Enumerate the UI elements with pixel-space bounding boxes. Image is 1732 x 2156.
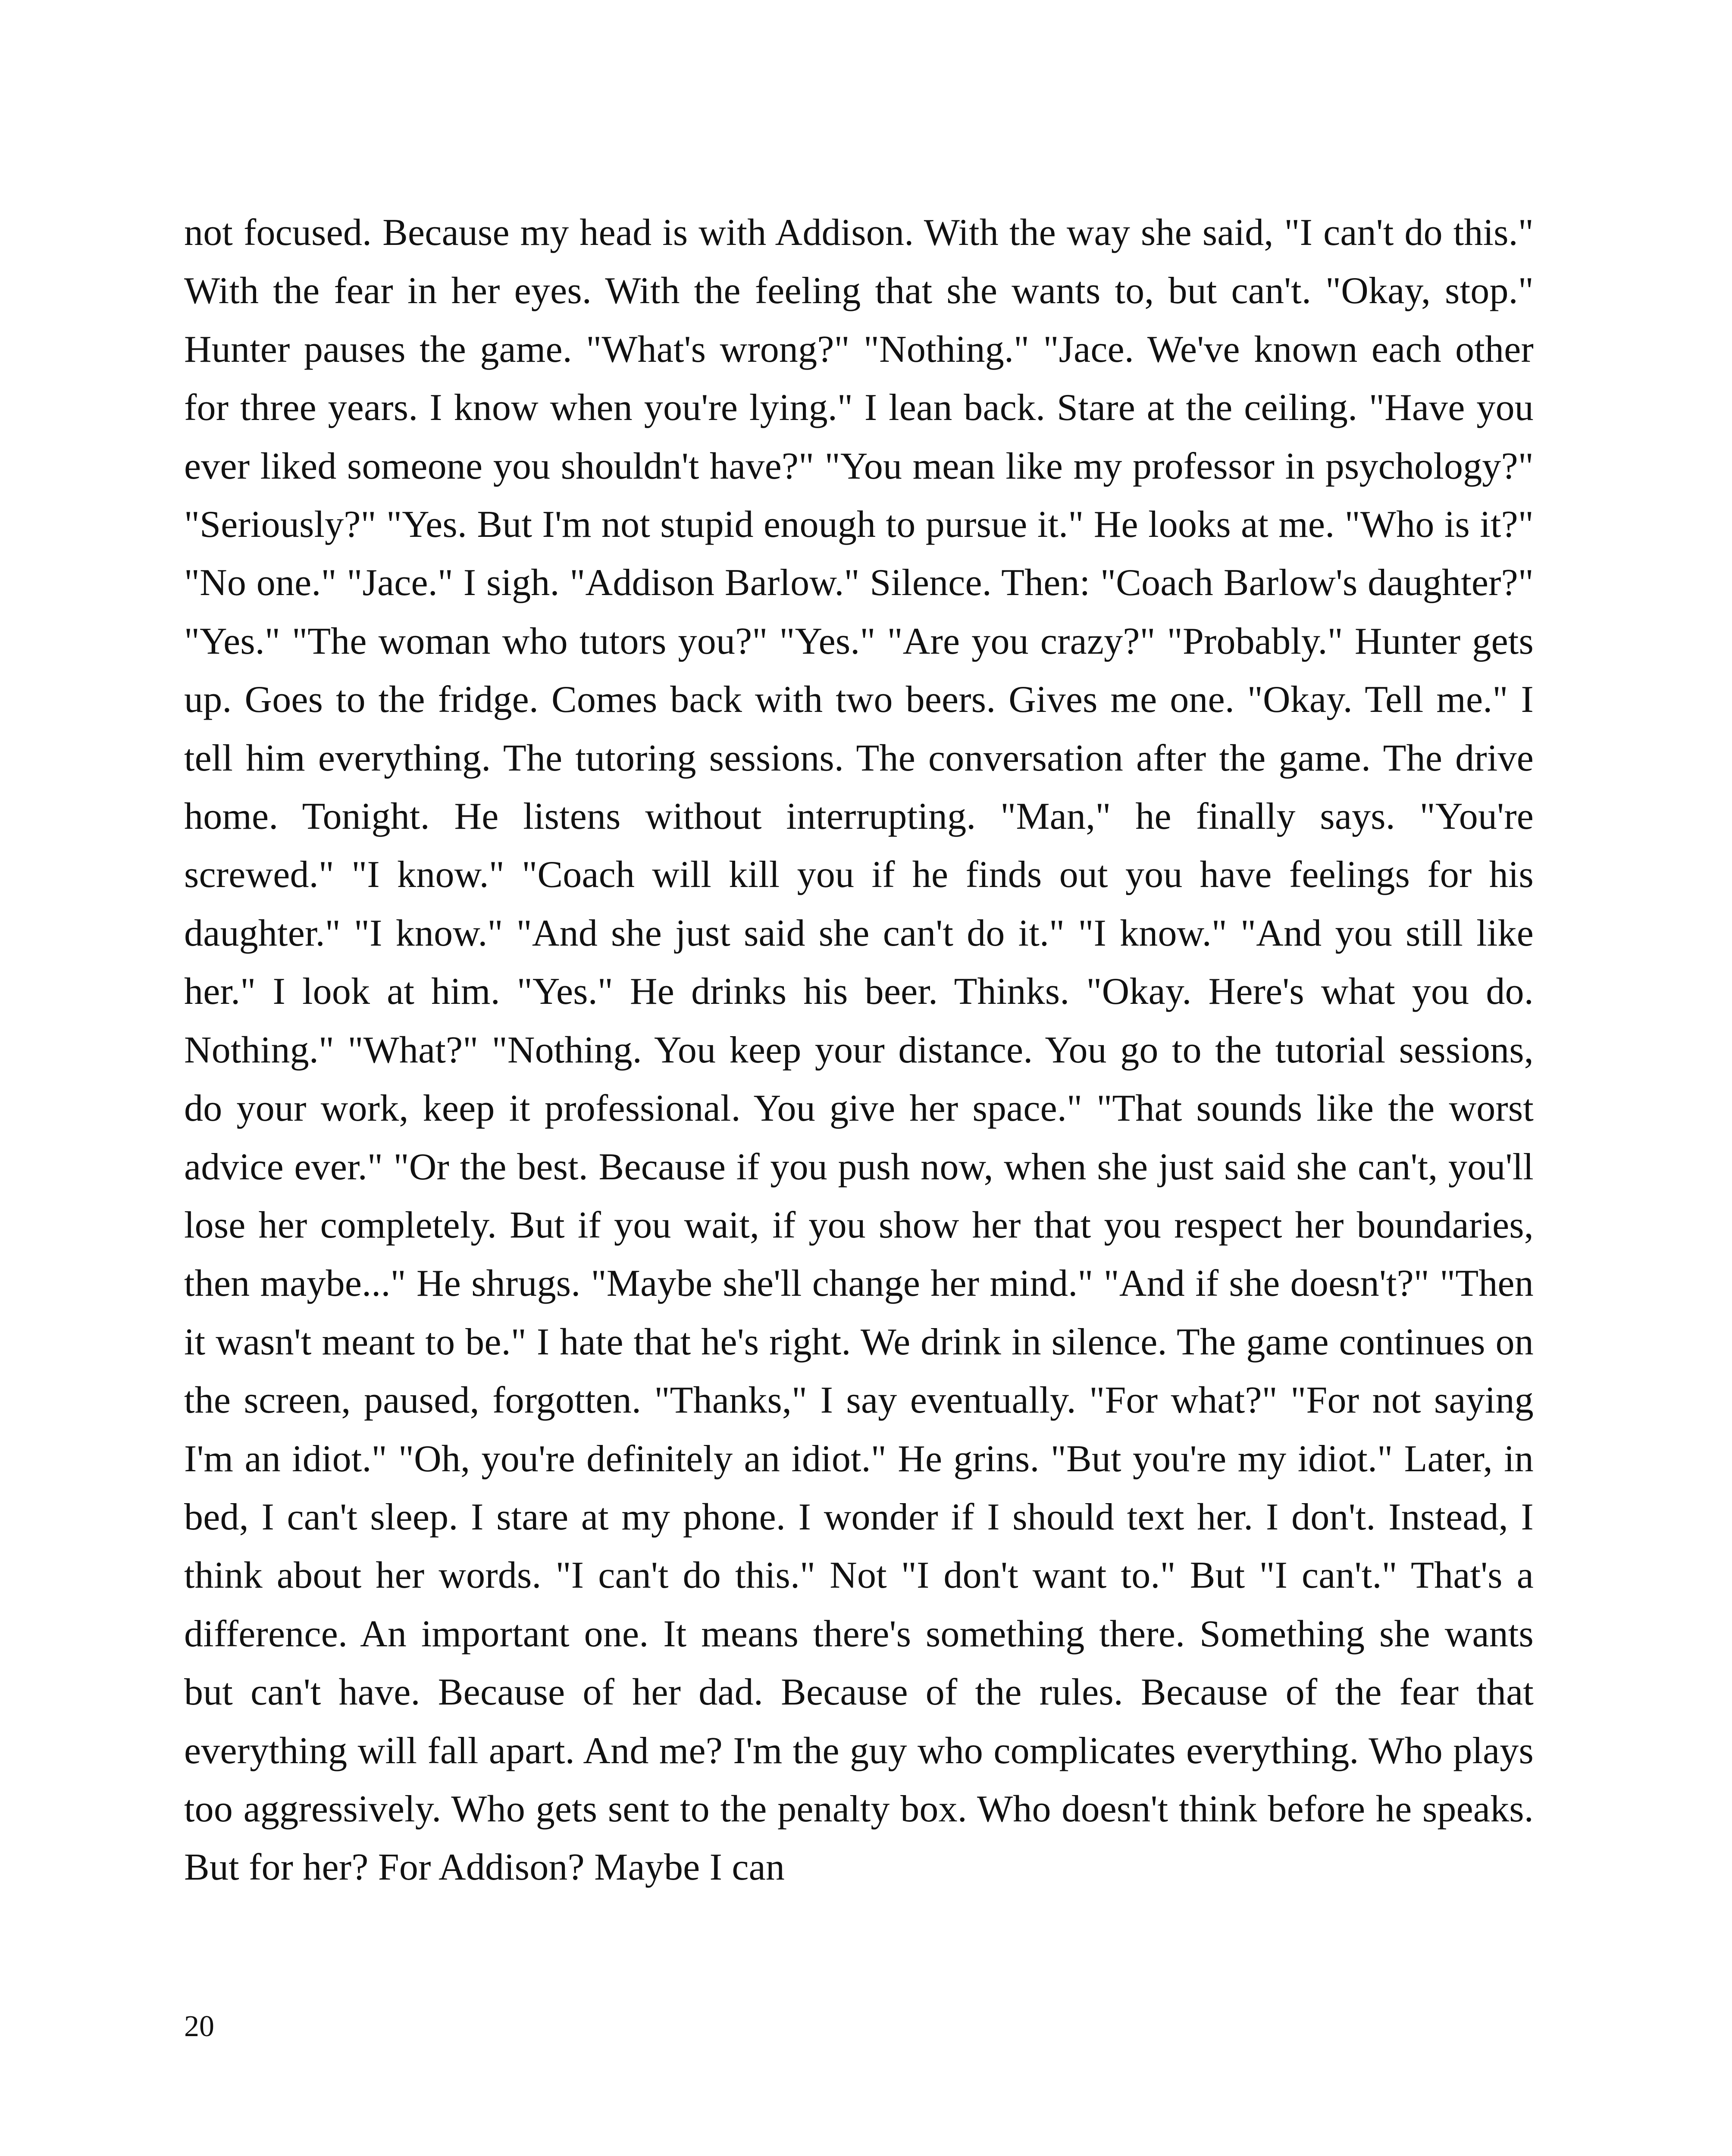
- page-number: 20: [184, 2010, 214, 2043]
- body-paragraph: not focused. Because my head is with Addison. With the way she said, "I can't do this." With the fear in her eyes. With the feeling that she wants to, but can't. "Okay, stop." Hunter pauses the game. "What's wrong?" "Nothing." "Jace. We've known each other for three years. I know when you're lying." I lean back. Stare at the ceiling. "Have you ever liked someone you shouldn't have?" "You mean like my professor in psychology?" "Seriously?" "Yes. But I'm not stupid enough to pursue it." He looks at me. "Who is it?" "No one." "Jace." I sigh. "Addison Barlow." Silence. Then: "Coach Barlow's daughter?" "Yes." "The woman who tutors you?" "Yes." "Are you crazy?" "Probably." Hunter gets up. Goes to the fridge. Comes back with two beers. Gives me one. "Okay. Tell me." I tell him everything. The tutoring sessions. The conversation after the game. The drive home. Tonight. He listens without interrupting. "Man," he finally says. "You're screwed." "I know." "Coach will kill you if he finds out you have feelings for his daughter." "I know." "And she just said she can't do it." "I know." "And you still like her." I look at him. "Yes." He drinks his beer. Thinks. "Okay. Here's what you do. Nothing." "What?" "Nothing. You keep your distance. You go to the tutorial sessions, do your work, keep it professional. You give her space." "That sounds like the worst advice ever." "Or the best. Because if you push now, when she just said she can't, you'll lose her completely. But if you wait, if you show her that you respect her boundaries, then maybe..." He shrugs. "Maybe she'll change her mind." "And if she doesn't?" "Then it wasn't meant to be." I hate that he's right. We drink in silence. The game continues on the screen, paused, forgotten. "Thanks," I say eventually. "For what?" "For not saying I'm an idiot." "Oh, you're definitely an idiot." He grins. "But you're my idiot." Later, in bed, I can't sleep. I stare at my phone. I wonder if I should text her. I don't. Instead, I think about her words. "I can't do this." Not "I don't want to." But "I can't." That's a difference. An important one. It means there's something there. Something she wants but can't have. Because of her dad. Because of the rules. Because of the fear that everything will fall apart. And me? I'm the guy who complicates everything. Who plays too aggressively. Who gets sent to the penalty box. Who doesn't think before he speaks. But for her? For Addison? Maybe I can: [184, 212, 1534, 1889]
